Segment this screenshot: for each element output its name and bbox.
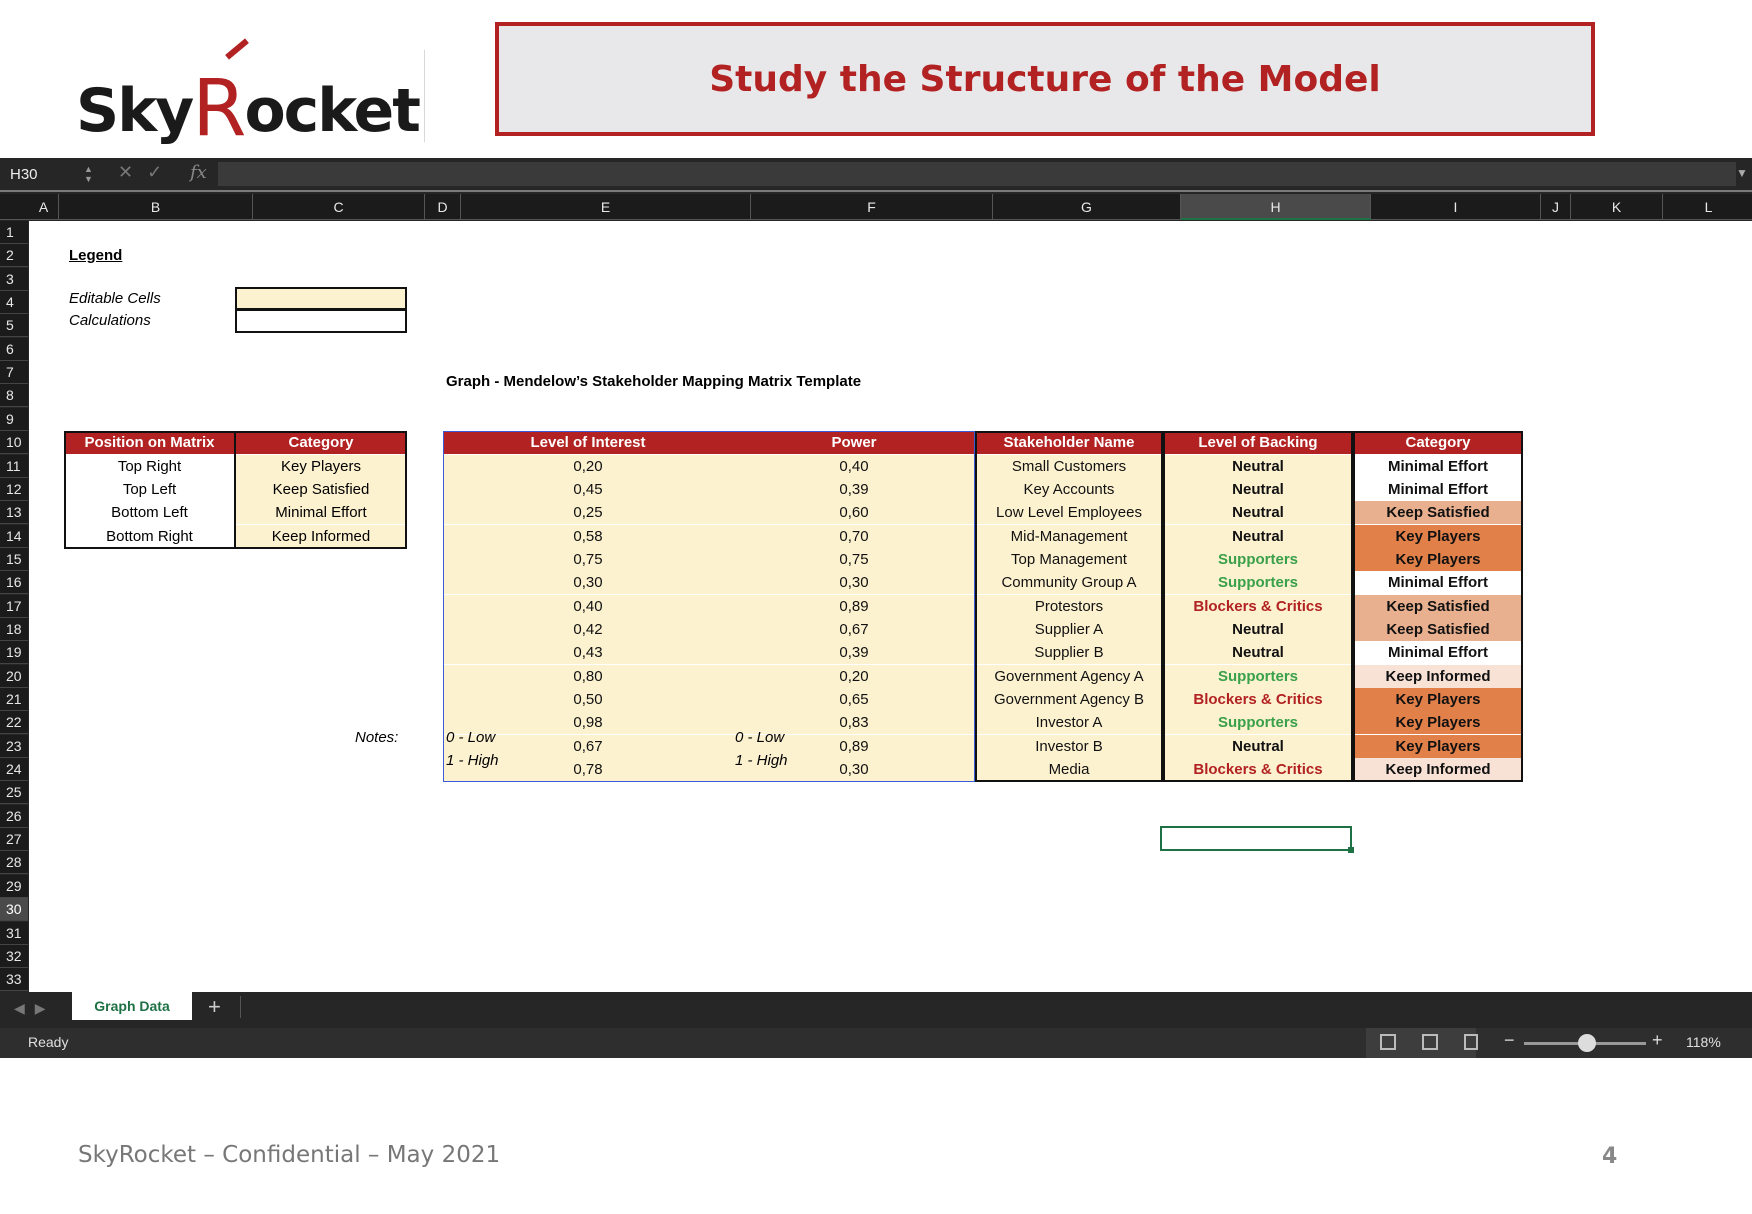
- row-header-29[interactable]: 29: [0, 875, 28, 898]
- stakeholder-table-header[interactable]: Level of Backing: [1163, 431, 1353, 454]
- excel-window: [0, 158, 1752, 1058]
- stakeholder-table-cell[interactable]: Neutral: [1163, 641, 1353, 664]
- row-header-27[interactable]: 27: [0, 828, 28, 851]
- stakeholder-table-cell[interactable]: Government Agency B: [975, 688, 1163, 711]
- stakeholder-table-cell[interactable]: 0,39: [733, 478, 975, 501]
- row-header-15[interactable]: 15: [0, 548, 28, 571]
- row-header-1[interactable]: 1: [0, 221, 28, 244]
- stakeholder-table-cell[interactable]: Blockers & Critics: [1163, 688, 1353, 711]
- stakeholder-table-cell[interactable]: 0,43: [443, 641, 733, 664]
- stakeholder-table-cell[interactable]: Supporters: [1163, 571, 1353, 594]
- row-header-30[interactable]: 30: [0, 898, 28, 921]
- position-table-cell[interactable]: Key Players: [235, 455, 407, 478]
- stakeholder-table-cell[interactable]: 0,75: [733, 548, 975, 571]
- stakeholder-table-cell[interactable]: 0,20: [443, 455, 733, 478]
- stakeholder-table-cell[interactable]: Top Management: [975, 548, 1163, 571]
- stakeholder-table-cell[interactable]: 0,30: [733, 758, 975, 781]
- legend-editable-swatch: [235, 287, 407, 310]
- spreadsheet-grid[interactable]: [29, 221, 1752, 992]
- stakeholder-table-cell[interactable]: Key Players: [1353, 711, 1523, 734]
- position-table-cell[interactable]: Top Right: [64, 455, 235, 478]
- position-table-cell[interactable]: Bottom Left: [64, 501, 235, 524]
- stakeholder-table-cell[interactable]: Neutral: [1163, 478, 1353, 501]
- row-header-7[interactable]: 7: [0, 361, 28, 384]
- stakeholder-table-cell[interactable]: Neutral: [1163, 525, 1353, 548]
- sheet-tab-graph-data[interactable]: Graph Data: [72, 992, 192, 1020]
- row-header-21[interactable]: 21: [0, 688, 28, 711]
- position-table-cell[interactable]: Top Left: [64, 478, 235, 501]
- add-sheet-icon[interactable]: +: [208, 994, 221, 1019]
- stakeholder-table-cell[interactable]: Community Group A: [975, 571, 1163, 594]
- slide-title-box: [495, 22, 1595, 136]
- stakeholder-table-cell[interactable]: 0,30: [443, 571, 733, 594]
- page-number: 4: [1602, 1144, 1618, 1169]
- row-header-17[interactable]: 17: [0, 595, 28, 618]
- graph-title: Graph - Mendelow’s Stakeholder Mapping Matrix Template: [446, 373, 862, 390]
- row-header-9[interactable]: 9: [0, 408, 28, 431]
- row-header-10[interactable]: 10: [0, 431, 28, 454]
- power-low-note: 0 - Low: [735, 729, 785, 746]
- stakeholder-table-cell[interactable]: Protestors: [975, 595, 1163, 618]
- column-header-c[interactable]: C: [253, 194, 425, 220]
- row-header-6[interactable]: 6: [0, 338, 28, 361]
- function-icon[interactable]: fx: [190, 162, 207, 183]
- header-divider: [424, 50, 425, 142]
- stakeholder-table-cell[interactable]: Keep Satisfied: [1353, 501, 1523, 524]
- stakeholder-table-cell[interactable]: Key Players: [1353, 525, 1523, 548]
- page-break-view-icon[interactable]: [1464, 1034, 1478, 1050]
- legend-calculations-label: Calculations: [69, 312, 151, 329]
- column-headers: [0, 194, 1752, 220]
- stakeholder-table-cell[interactable]: 0,20: [733, 665, 975, 688]
- column-header-b[interactable]: B: [59, 194, 253, 220]
- zoom-level[interactable]: 118%: [1686, 1034, 1721, 1050]
- stakeholder-table-header[interactable]: Power: [733, 431, 975, 454]
- slide-footer: SkyRocket – Confidential – May 2021: [78, 1142, 501, 1168]
- stakeholder-table-cell[interactable]: 0,40: [443, 595, 733, 618]
- stakeholder-table-cell[interactable]: Keep Satisfied: [1353, 595, 1523, 618]
- interest-low-note: 0 - Low: [446, 729, 496, 746]
- stakeholder-table-cell[interactable]: 0,58: [443, 525, 733, 548]
- row-header-25[interactable]: 25: [0, 781, 28, 804]
- stakeholder-table-cell[interactable]: 0,67: [733, 618, 975, 641]
- stakeholder-table-cell[interactable]: Neutral: [1163, 618, 1353, 641]
- legend-editable-label: Editable Cells: [69, 290, 161, 307]
- stakeholder-table-cell[interactable]: Neutral: [1163, 501, 1353, 524]
- row-header-13[interactable]: 13: [0, 501, 28, 524]
- view-buttons: [1366, 1028, 1476, 1058]
- stakeholder-table-cell[interactable]: Supplier B: [975, 641, 1163, 664]
- stakeholder-table-cell[interactable]: Blockers & Critics: [1163, 758, 1353, 781]
- stakeholder-table-cell[interactable]: Key Players: [1353, 735, 1523, 758]
- row-header-12[interactable]: 12: [0, 478, 28, 501]
- stakeholder-table-cell[interactable]: Supplier A: [975, 618, 1163, 641]
- row-header-20[interactable]: 20: [0, 665, 28, 688]
- skyrocket-logo: [76, 44, 419, 154]
- selected-cell-h30[interactable]: [1160, 826, 1352, 851]
- row-header-33[interactable]: 33: [0, 968, 28, 991]
- position-table-divider: [234, 431, 236, 549]
- stakeholder-table-cell[interactable]: Neutral: [1163, 455, 1353, 478]
- stakeholder-table-cell[interactable]: 0,45: [443, 478, 733, 501]
- zoom-slider-thumb[interactable]: [1578, 1034, 1596, 1052]
- stakeholder-table-cell[interactable]: Keep Satisfied: [1353, 618, 1523, 641]
- position-table-cell[interactable]: Minimal Effort: [235, 501, 407, 524]
- legend-title: Legend: [69, 247, 123, 264]
- row-header-18[interactable]: 18: [0, 618, 28, 641]
- stakeholder-table-header[interactable]: Stakeholder Name: [975, 431, 1163, 454]
- stakeholder-table-cell[interactable]: 0,70: [733, 525, 975, 548]
- stakeholder-table-header[interactable]: Category: [1353, 431, 1523, 454]
- stakeholder-table-cell[interactable]: Keep Informed: [1353, 665, 1523, 688]
- notes-label: Notes:: [355, 729, 399, 746]
- column-header-e[interactable]: E: [461, 194, 751, 220]
- stakeholder-table-cell[interactable]: 0,25: [443, 501, 733, 524]
- stakeholder-table-cell[interactable]: Media: [975, 758, 1163, 781]
- column-header-f[interactable]: F: [751, 194, 993, 220]
- stakeholder-table-cell[interactable]: Neutral: [1163, 735, 1353, 758]
- stakeholder-table-cell[interactable]: Key Accounts: [975, 478, 1163, 501]
- zoom-in-icon[interactable]: +: [1652, 1030, 1663, 1050]
- stakeholder-table-cell[interactable]: 0,42: [443, 618, 733, 641]
- row-header-31[interactable]: 31: [0, 922, 28, 945]
- row-header-11[interactable]: 11: [0, 455, 28, 478]
- stakeholder-table-cell[interactable]: 0,83: [733, 711, 975, 734]
- stakeholder-table-cell[interactable]: Mid-Management: [975, 525, 1163, 548]
- stakeholder-table-header[interactable]: Level of Interest: [443, 431, 733, 454]
- stakeholder-table-cell[interactable]: 0,60: [733, 501, 975, 524]
- row-header-8[interactable]: 8: [0, 384, 28, 407]
- status-bar: [0, 1028, 1752, 1058]
- row-header-3[interactable]: 3: [0, 268, 28, 291]
- stakeholder-table-cell[interactable]: Supporters: [1163, 548, 1353, 571]
- stakeholder-table-cell[interactable]: Minimal Effort: [1353, 571, 1523, 594]
- position-table-header[interactable]: Category: [235, 431, 407, 454]
- column-header-k[interactable]: K: [1571, 194, 1663, 220]
- column-header-g[interactable]: G: [993, 194, 1181, 220]
- legend-calculations-swatch: [235, 309, 407, 333]
- stakeholder-table-cell[interactable]: Key Players: [1353, 548, 1523, 571]
- interest-high-note: 1 - High: [446, 752, 499, 769]
- logo-tick-mark: [225, 38, 249, 59]
- row-header-5[interactable]: 5: [0, 314, 28, 337]
- stakeholder-table-cell[interactable]: Supporters: [1163, 665, 1353, 688]
- stakeholder-table-cell[interactable]: 0,50: [443, 688, 733, 711]
- column-header-d[interactable]: D: [425, 194, 461, 220]
- stakeholder-table-cell[interactable]: Supporters: [1163, 711, 1353, 734]
- slide-title: Study the Structure of the Model: [709, 58, 1381, 100]
- stakeholder-table-cell[interactable]: 0,98: [443, 711, 733, 734]
- stakeholder-table-cell[interactable]: Minimal Effort: [1353, 641, 1523, 664]
- stakeholder-table-cell[interactable]: 0,67: [443, 735, 733, 758]
- row-header-16[interactable]: 16: [0, 571, 28, 594]
- stakeholder-table-cell[interactable]: Investor B: [975, 735, 1163, 758]
- column-header-h[interactable]: H: [1181, 194, 1371, 220]
- row-header-22[interactable]: 22: [0, 711, 28, 734]
- stakeholder-table-cell[interactable]: Government Agency A: [975, 665, 1163, 688]
- row-header-19[interactable]: 19: [0, 641, 28, 664]
- stakeholder-table-cell[interactable]: 0,39: [733, 641, 975, 664]
- chevron-down-icon[interactable]: ▼: [1736, 166, 1748, 180]
- stakeholder-table-cell[interactable]: 0,89: [733, 735, 975, 758]
- position-table-cell[interactable]: Keep Informed: [235, 525, 407, 548]
- fill-handle[interactable]: [1348, 847, 1354, 853]
- power-high-note: 1 - High: [735, 752, 788, 769]
- tab-divider: [240, 996, 241, 1018]
- formula-input[interactable]: [218, 162, 1736, 186]
- normal-view-icon[interactable]: [1380, 1034, 1396, 1050]
- cancel-confirm-icons[interactable]: ✕✓: [118, 162, 177, 182]
- row-header-32[interactable]: 32: [0, 945, 28, 968]
- position-table-cell[interactable]: Keep Satisfied: [235, 478, 407, 501]
- stakeholder-table-cell[interactable]: Blockers & Critics: [1163, 595, 1353, 618]
- stakeholder-table-cell[interactable]: Keep Informed: [1353, 758, 1523, 781]
- stakeholder-table-cell[interactable]: 0,65: [733, 688, 975, 711]
- row-header-4[interactable]: 4: [0, 291, 28, 314]
- row-header-2[interactable]: 2: [0, 244, 28, 267]
- row-header-26[interactable]: 26: [0, 805, 28, 828]
- zoom-out-icon[interactable]: −: [1504, 1030, 1515, 1050]
- stakeholder-table-cell[interactable]: 0,89: [733, 595, 975, 618]
- stakeholder-table-cell[interactable]: Low Level Employees: [975, 501, 1163, 524]
- stakeholder-table-cell[interactable]: 0,30: [733, 571, 975, 594]
- row-header-24[interactable]: 24: [0, 758, 28, 781]
- status-text: Ready: [28, 1034, 69, 1050]
- page-layout-view-icon[interactable]: [1422, 1034, 1438, 1050]
- row-header-28[interactable]: 28: [0, 851, 28, 874]
- name-box[interactable]: H30: [10, 166, 38, 183]
- stakeholder-table-cell[interactable]: 0,75: [443, 548, 733, 571]
- stakeholder-table-cell[interactable]: Minimal Effort: [1353, 455, 1523, 478]
- stakeholder-table-cell[interactable]: Key Players: [1353, 688, 1523, 711]
- row-header-14[interactable]: 14: [0, 525, 28, 548]
- column-header-j[interactable]: J: [1541, 194, 1571, 220]
- sheet-nav-arrows-icon[interactable]: ◀▶: [14, 1000, 56, 1016]
- stakeholder-table-cell[interactable]: Investor A: [975, 711, 1163, 734]
- logo-text: SkyRocket: [76, 64, 419, 154]
- stakeholder-table-cell[interactable]: Minimal Effort: [1353, 478, 1523, 501]
- sheet-tab-bar: [0, 992, 1752, 1026]
- column-header-a[interactable]: A: [29, 194, 59, 220]
- column-header-i[interactable]: I: [1371, 194, 1541, 220]
- position-table-header[interactable]: Position on Matrix: [64, 431, 235, 454]
- stakeholder-table-cell[interactable]: 0,78: [443, 758, 733, 781]
- formula-bar: [0, 158, 1752, 192]
- stakeholder-table-cell[interactable]: 0,80: [443, 665, 733, 688]
- name-box-stepper-icon[interactable]: ▲ ▼: [84, 164, 93, 184]
- column-header-l[interactable]: L: [1663, 194, 1752, 220]
- stakeholder-table-cell[interactable]: Small Customers: [975, 455, 1163, 478]
- stakeholder-table-cell[interactable]: 0,40: [733, 455, 975, 478]
- position-table-cell[interactable]: Bottom Right: [64, 525, 235, 548]
- row-header-23[interactable]: 23: [0, 735, 28, 758]
